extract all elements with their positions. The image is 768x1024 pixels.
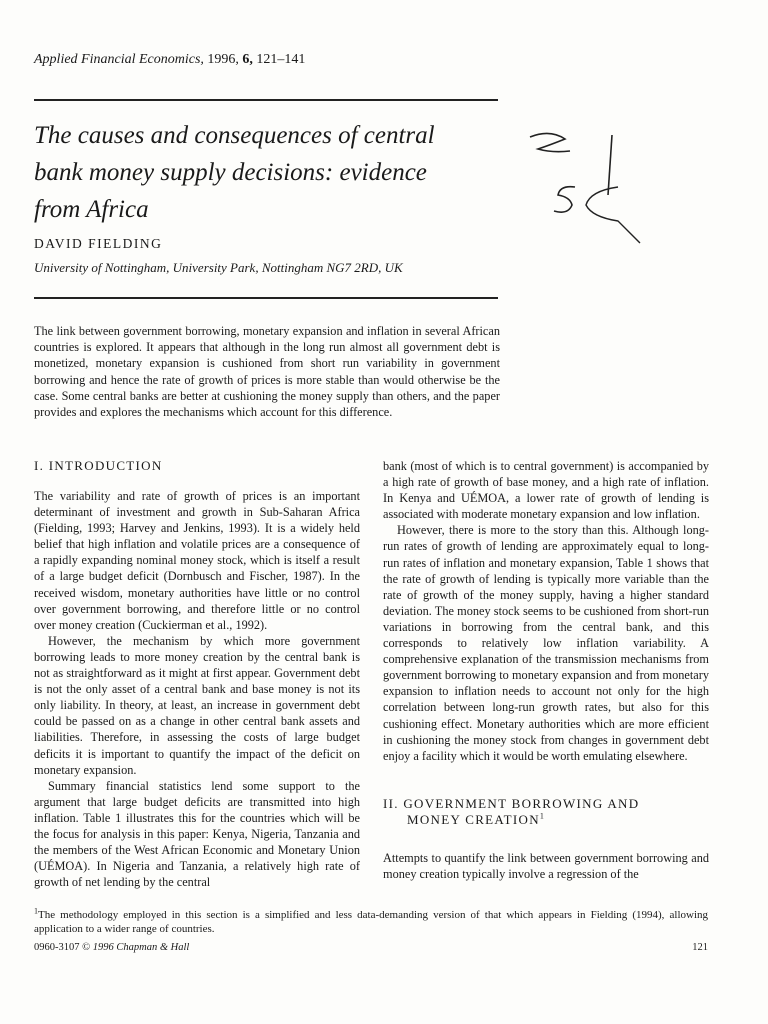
journal-year: 1996, bbox=[207, 52, 239, 67]
journal-volume: 6, bbox=[242, 52, 253, 67]
abstract-rule bbox=[34, 297, 498, 299]
article-title bbox=[34, 117, 494, 228]
footnote-mark: 1 bbox=[539, 811, 546, 821]
journal-citation bbox=[34, 52, 305, 68]
left-column bbox=[34, 458, 360, 890]
journal-pages: 121–141 bbox=[256, 52, 306, 67]
journal-name: Applied Financial Economics, bbox=[34, 52, 204, 67]
handwritten-marks bbox=[520, 125, 650, 265]
paragraph: bank (most of which is to central government) is accompanied by a high rate of growth of base money, and a high rate of inflation. In Kenya and UÉMOA, a lower rate of growth of lending is associated with moderate monetary expansion and low inflation. bbox=[383, 459, 709, 522]
right-column bbox=[383, 458, 709, 882]
top-rule bbox=[34, 99, 498, 101]
section-heading-government-borrowing bbox=[383, 796, 709, 828]
abstract: The link between government borrowing, monetary expansion and inflation in several African countries is explored. It appears that although in the long run almost all government debt is monetized, monetary expansion is cushioned from short run variability in government borrowing and hence the rate of growth of prices is more stable than would otherwise be the case. Some central banks are better at cushioning the money supply than others, and the paper provides and explores the mechanisms which account for this difference. bbox=[34, 324, 500, 420]
paragraph: However, there is more to the story than this. Although long-run rates of growth of lending are approximately equal to long-run rates of inflation and monetary expansion, Table 1 shows that the rate of growth of lending is typically more variable than the rate of growth of the money supply, having a higher standard deviation. The money stock seems to be cushioned from short-run variations in borrowing from the central bank, and this corresponds to relatively low inflation variability. A comprehensive explanation of the transmission mechanisms from government borrowing to monetary expansion and from monetary expansion to inflation needs to account not only for the high correlation between long-run growth rates, but also for this cushioning effect. Monetary authorities which are more efficient in cushioning the money stock from changes in government debt enjoy a facility which it would be worth emulating elsewhere. bbox=[383, 523, 709, 763]
paragraph: Summary financial statistics lend some support to the argument that large budget deficits are transmitted into high inflation. Table 1 illustrates this for the countries which will be the focus for analysis in this paper: Kenya, Nigeria, Tanzania and the members of the West African Economic and Monetary Union (UÉMOA). In Nigeria and Tanzania, a relatively high rate of growth of net lending by the central bbox=[34, 778, 360, 890]
paragraph: Attempts to quantify the link between government borrowing and money creation typically involve a regression of the bbox=[383, 850, 709, 881]
section-heading-introduction: I. INTRODUCTION bbox=[34, 458, 163, 473]
footnote-mark: 1 bbox=[34, 906, 38, 916]
page-number: 121 bbox=[692, 942, 708, 953]
paragraph: However, the mechanism by which more government borrowing leads to more money creation by the central bank is not as straightforward as it might at first appear. Government debt is not the only asset of a central bank and base money is not its only liability. In theory, at least, an increase in government debt could be passed on as a change in other central bank assets and liabilities. Therefore, in assessing the costs of large budget deficits it is important to quantify the impact of the deficit on monetary expansion. bbox=[34, 633, 360, 777]
title-line: bank money supply decisions: evidence bbox=[34, 159, 427, 186]
heading-text: MONEY CREATION bbox=[407, 811, 540, 827]
footer-copyright bbox=[34, 942, 189, 953]
issn: 0960-3107 bbox=[34, 942, 80, 953]
footnote bbox=[34, 908, 708, 936]
author-affiliation: University of Nottingham, University Park, Nottingham NG7 2RD, UK bbox=[34, 260, 403, 275]
footnote-text: The methodology employed in this section is a simplified and less data-demanding version of that which appears in Fielding (1994), allowing application to a wider range of countries. bbox=[34, 909, 708, 935]
paragraph: The variability and rate of growth of prices is an important determinant of investment and growth in Sub-Saharan Africa (Fielding, 1993; Harvey and Jenkins, 1993). It is a widely held belief that high inflation and volatile prices are a consequence of a rapidly expanding nominal money stock, which is itself a result of a large budget deficit (Dornbusch and Fischer, 1987). In the received wisdom, monetary authorities have little or no control over government borrowing, and therefore little or no control over money creation (Cuckierman et al., 1992). bbox=[34, 489, 360, 632]
heading-line bbox=[383, 812, 709, 828]
title-line: The causes and consequences of central bbox=[34, 122, 435, 149]
author-name: DAVID FIELDING bbox=[34, 236, 163, 251]
heading-line: II. GOVERNMENT BORROWING AND bbox=[383, 795, 640, 811]
copyright-symbol: © bbox=[82, 942, 91, 953]
publisher: 1996 Chapman & Hall bbox=[92, 942, 190, 953]
title-line: from Africa bbox=[34, 196, 149, 223]
